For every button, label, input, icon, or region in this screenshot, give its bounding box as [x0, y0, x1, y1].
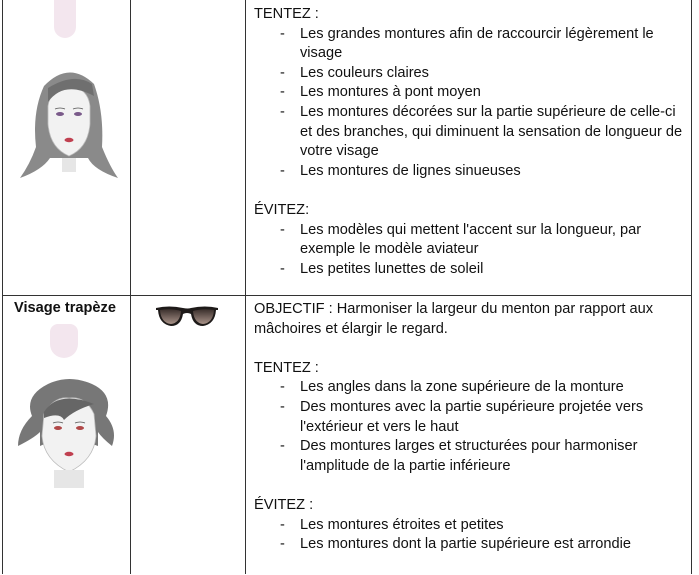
list-item: - Les couleurs claires — [254, 64, 684, 84]
column-divider-2 — [245, 0, 246, 574]
long-face-shape-icon — [54, 0, 76, 38]
row-2-frame-cell — [131, 296, 244, 574]
list-item: - Les montures étroites et petites — [254, 516, 684, 536]
list-item: - Les montures décorées sur la partie supérieure de celle-ci et des branches, qui diminuent la sensation de longueur de votre visage — [254, 103, 684, 162]
row-1-advice-cell — [254, 5, 684, 279]
list-item: - Les angles dans la zone supérieure de la monture — [254, 378, 684, 398]
objectif-text: OBJECTIF : Harmoniser la largeur du menton par rapport aux mâchoires et élargir le regard. — [254, 301, 654, 337]
list-item: - Des montures avec la partie supérieure projetée vers l'extérieur et vers le haut — [254, 398, 684, 437]
long-face-illustration — [14, 62, 124, 182]
list-item: - Les montures dont la partie supérieure est arrondie — [254, 535, 684, 555]
tentez-heading: TENTEZ : — [254, 359, 319, 376]
trapeze-face-shape-icon — [50, 324, 78, 358]
row-1-frame-cell — [131, 0, 244, 294]
list-item: - Les modèles qui mettent l'accent sur la longueur, par exemple le modèle aviateur — [254, 221, 684, 260]
tentez-list — [254, 25, 684, 182]
evitez-list — [254, 221, 684, 280]
list-item: - Des montures larges et structurées pour harmoniser l'amplitude de la partie inférieure — [254, 437, 684, 476]
list-item: - Les grandes montures afin de raccourcir légèrement le visage — [254, 25, 684, 64]
trapeze-face-illustration — [14, 376, 124, 496]
evitez-heading: ÉVITEZ: — [254, 201, 310, 218]
list-item: - Les petites lunettes de soleil — [254, 260, 684, 280]
list-item: - Les montures de lignes sinueuses — [254, 162, 684, 182]
sunglasses-icon — [155, 304, 219, 330]
tentez-list — [254, 378, 684, 476]
table-border-right — [691, 0, 692, 574]
row-2-advice-cell — [254, 300, 684, 555]
row-2-image-cell — [6, 296, 128, 574]
row-1-image-cell — [6, 0, 128, 294]
evitez-heading: ÉVITEZ : — [254, 496, 314, 513]
table-border-left — [2, 0, 3, 574]
face-shape-table — [2, 0, 692, 574]
list-item: - Les montures à pont moyen — [254, 83, 684, 103]
tentez-heading: TENTEZ : — [254, 6, 319, 22]
evitez-list — [254, 516, 684, 555]
face-shape-title: Visage trapèze — [14, 300, 116, 316]
